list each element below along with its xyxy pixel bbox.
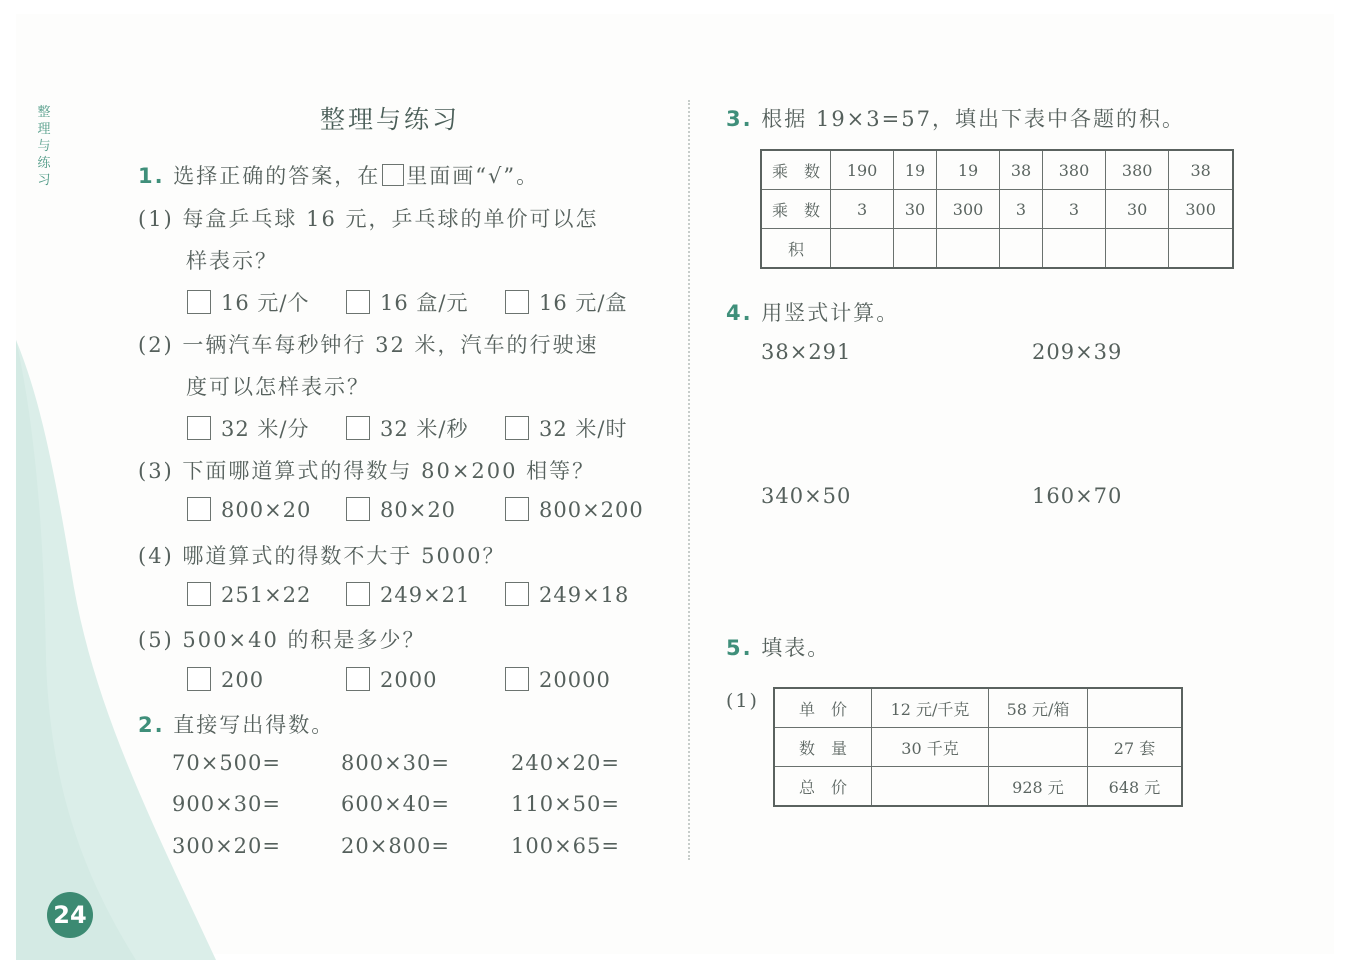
q1-3-option-b[interactable]: 80×20 — [346, 497, 456, 522]
table-cell: 30 — [1106, 190, 1169, 229]
q1-text-after: 里面画“√”。 — [406, 164, 540, 188]
q1-5-option-b[interactable]: 2000 — [346, 667, 437, 692]
q2-item: 100×65= — [511, 834, 620, 858]
checkbox-icon[interactable] — [505, 667, 529, 691]
q1-3-option-c[interactable]: 800×200 — [505, 497, 644, 522]
q4-problem: 160×70 — [1032, 484, 1123, 508]
checkbox-icon[interactable] — [346, 582, 370, 606]
q2-item: 800×30= — [341, 751, 450, 775]
table-row — [761, 150, 1233, 190]
table-row — [774, 767, 1182, 807]
checkbox-icon — [382, 164, 404, 186]
q1-5-option-a[interactable]: 200 — [187, 667, 264, 692]
q4-number: 4. — [726, 301, 753, 325]
q2-number: 2. — [138, 713, 165, 737]
q1-1-line1: (1) 每盒乒乓球 16 元，乒乓球的单价可以怎 — [138, 207, 599, 231]
table-cell: 19 — [936, 150, 999, 190]
row-label: 乘 数 — [761, 150, 831, 190]
answer-cell[interactable] — [989, 728, 1088, 767]
checkbox-icon[interactable] — [346, 290, 370, 314]
q3-text: 根据 19×3=57，填出下表中各题的积。 — [761, 107, 1185, 131]
table-cell: 648 元 — [1088, 767, 1183, 807]
q5-sub-label: (1) — [726, 690, 759, 712]
answer-cell[interactable] — [936, 229, 999, 269]
q2-item: 20×800= — [341, 834, 450, 858]
table-cell: 3 — [1000, 190, 1043, 229]
q5-table — [773, 687, 1183, 807]
checkbox-icon[interactable] — [505, 416, 529, 440]
q1-5-option-c[interactable]: 20000 — [505, 667, 611, 692]
q1-4-line1: (4) 哪道算式的得数不大于 5000？ — [138, 544, 506, 568]
checkbox-icon[interactable] — [187, 416, 211, 440]
q2-text: 直接写出得数。 — [173, 713, 335, 737]
answer-cell[interactable] — [1169, 229, 1233, 269]
table-cell: 30 — [894, 190, 937, 229]
q5-heading — [726, 632, 830, 662]
row-label: 单 价 — [774, 688, 872, 728]
q1-2-option-b[interactable]: 32 米/秒 — [346, 413, 468, 443]
table-cell: 19 — [894, 150, 937, 190]
q1-5-line1: (5) 500×40 的积是多少？ — [138, 628, 426, 652]
table-row — [774, 728, 1182, 767]
q1-3-option-a[interactable]: 800×20 — [187, 497, 311, 522]
q2-heading — [138, 709, 334, 739]
table-cell: 3 — [831, 190, 894, 229]
checkbox-icon[interactable] — [187, 667, 211, 691]
q4-problem: 38×291 — [761, 340, 852, 364]
q3-table — [760, 149, 1234, 269]
table-cell: 38 — [1169, 150, 1233, 190]
q1-2-option-a[interactable]: 32 米/分 — [187, 413, 309, 443]
page-title: 整理与练习 — [320, 105, 461, 134]
row-label: 总 价 — [774, 767, 872, 807]
table-row — [761, 229, 1233, 269]
q1-1-option-b[interactable]: 16 盒/元 — [346, 287, 468, 317]
side-label: 整 理 与 练 习 — [37, 105, 51, 188]
answer-cell[interactable] — [1000, 229, 1043, 269]
checkbox-icon[interactable] — [187, 497, 211, 521]
q4-text: 用竖式计算。 — [761, 301, 900, 325]
row-label: 积 — [761, 229, 831, 269]
q1-text: 选择正确的答案，在 — [173, 164, 381, 188]
q1-4-option-c[interactable]: 249×18 — [505, 582, 629, 607]
q1-1-option-c[interactable]: 16 元/盒 — [505, 287, 627, 317]
checkbox-icon[interactable] — [346, 667, 370, 691]
checkbox-icon[interactable] — [505, 290, 529, 314]
table-cell: 300 — [1169, 190, 1233, 229]
page-number: 24 — [47, 892, 93, 938]
q4-problem: 209×39 — [1032, 340, 1123, 364]
q5-text: 填表。 — [761, 636, 831, 660]
row-label: 数 量 — [774, 728, 872, 767]
answer-cell[interactable] — [1042, 229, 1105, 269]
q3-number: 3. — [726, 107, 753, 131]
table-cell: 38 — [1000, 150, 1043, 190]
q1-1-line2: 样表示？ — [186, 249, 278, 273]
q1-2-line1: (2) 一辆汽车每秒钟行 32 米，汽车的行驶速 — [138, 333, 599, 357]
q1-1-option-a[interactable]: 16 元/个 — [187, 287, 309, 317]
q2-item: 240×20= — [511, 751, 620, 775]
row-label: 乘 数 — [761, 190, 831, 229]
table-cell: 300 — [936, 190, 999, 229]
table-cell: 928 元 — [989, 767, 1088, 807]
checkbox-icon[interactable] — [187, 582, 211, 606]
q1-4-option-b[interactable]: 249×21 — [346, 582, 470, 607]
q2-item: 300×20= — [172, 834, 281, 858]
answer-cell[interactable] — [1088, 688, 1183, 728]
q2-item: 600×40= — [341, 792, 450, 816]
checkbox-icon[interactable] — [187, 290, 211, 314]
checkbox-icon[interactable] — [346, 497, 370, 521]
q1-heading — [138, 160, 539, 190]
table-cell: 30 千克 — [872, 728, 989, 767]
q1-number: 1. — [138, 164, 165, 188]
table-cell: 3 — [1042, 190, 1105, 229]
column-divider — [688, 100, 690, 860]
table-row — [761, 190, 1233, 229]
answer-cell[interactable] — [894, 229, 937, 269]
q1-2-line2: 度可以怎样表示？ — [186, 375, 370, 399]
q3-heading — [726, 103, 1185, 133]
q2-item: 900×30= — [172, 792, 281, 816]
q5-number: 5. — [726, 636, 753, 660]
table-cell: 380 — [1106, 150, 1169, 190]
table-cell: 58 元/箱 — [989, 688, 1088, 728]
q2-item: 70×500= — [172, 751, 281, 775]
table-cell: 12 元/千克 — [872, 688, 989, 728]
q2-item: 110×50= — [511, 792, 620, 816]
q1-4-option-a[interactable]: 251×22 — [187, 582, 311, 607]
answer-cell[interactable] — [872, 767, 989, 807]
checkbox-icon[interactable] — [346, 416, 370, 440]
q1-3-line1: (3) 下面哪道算式的得数与 80×200 相等？ — [138, 459, 596, 483]
answer-cell[interactable] — [831, 229, 894, 269]
table-cell: 380 — [1042, 150, 1105, 190]
checkbox-icon[interactable] — [505, 582, 529, 606]
q4-problem: 340×50 — [761, 484, 852, 508]
table-row — [774, 688, 1182, 728]
answer-cell[interactable] — [1106, 229, 1169, 269]
table-cell: 190 — [831, 150, 894, 190]
q4-heading — [726, 297, 899, 327]
checkbox-icon[interactable] — [505, 497, 529, 521]
q1-2-option-c[interactable]: 32 米/时 — [505, 413, 627, 443]
table-cell: 27 套 — [1088, 728, 1183, 767]
